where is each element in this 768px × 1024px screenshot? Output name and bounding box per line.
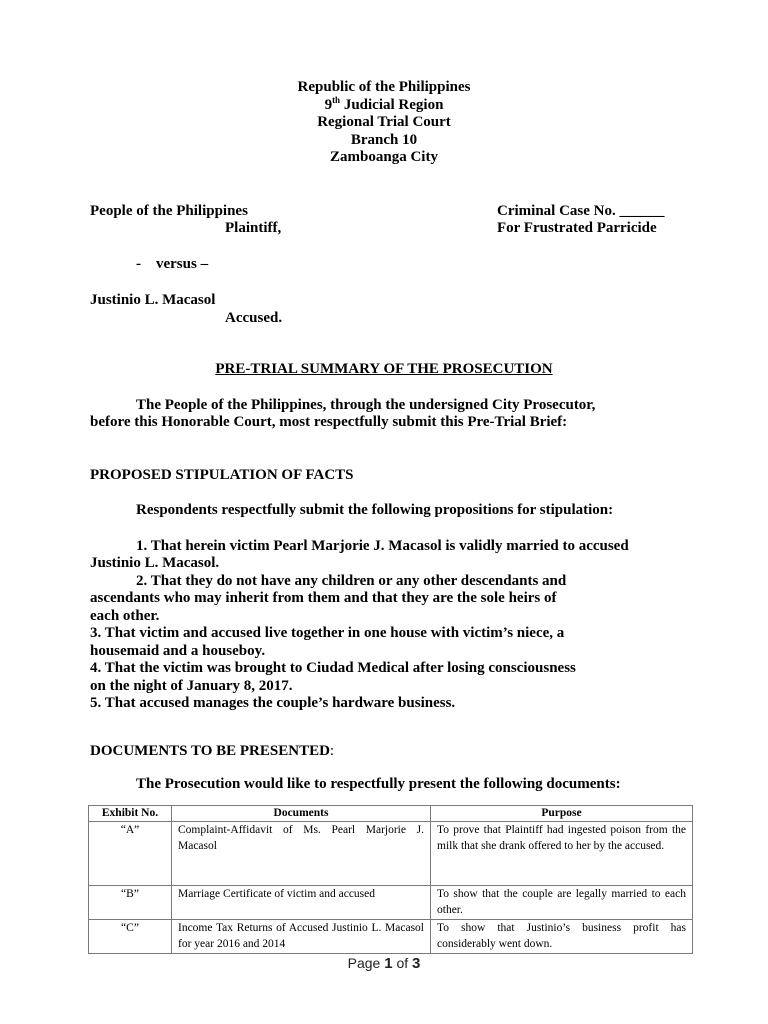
stipulation-line: on the night of January 8, 2017.	[90, 678, 293, 694]
stipulation-line: each other.	[90, 608, 160, 624]
stipulation-line: ascendants who may inherit from them and that they are the sole heirs of	[90, 590, 557, 606]
column-header-documents: Documents	[172, 806, 431, 822]
region-number: 9	[324, 96, 333, 113]
page-current: 1	[384, 955, 393, 972]
purpose-cell: To prove that Plaintiff had ingested poison from the milk that she drank offered to her by the accused.	[431, 822, 693, 886]
accused-role: Accused.	[225, 310, 283, 326]
stipulation-line: 5. That accused manages the couple’s hardware business.	[90, 695, 456, 711]
exhibit-cell: “B”	[89, 886, 172, 920]
plaintiff-role: Plaintiff,	[225, 220, 282, 236]
header-court: Regional Trial Court	[317, 114, 451, 131]
stipulation-line: housemaid and a houseboy.	[90, 643, 266, 659]
documents-heading-text: DOCUMENTS TO BE PRESENTED	[90, 743, 330, 759]
table-row	[89, 920, 693, 954]
table-header-row	[89, 806, 693, 822]
header-city: Zamboanga City	[330, 149, 438, 166]
region-label: Judicial Region	[340, 96, 444, 113]
purpose-cell: To show that Justinio’s business profit has considerably went down.	[431, 920, 693, 954]
table-row	[89, 886, 693, 920]
stipulation-line: 3. That victim and accused live together in one house with victim’s niece, a	[90, 625, 565, 641]
offense: For Frustrated Parricide	[497, 220, 657, 236]
region-suffix: th	[332, 94, 341, 105]
document-cell: Income Tax Returns of Accused Justinio L. Macasol for year 2016 and 2014	[172, 920, 431, 954]
column-header-purpose: Purpose	[431, 806, 693, 822]
table-row	[89, 822, 693, 886]
stipulation-lead: Respondents respectfully submit the following propositions for stipulation:	[136, 502, 614, 518]
stipulation-heading: PROPOSED STIPULATION OF FACTS	[90, 467, 354, 483]
of-word: of	[396, 955, 409, 971]
document-cell: Complaint-Affidavit of Ms. Pearl Marjorie J. Macasol	[172, 822, 431, 886]
documents-lead: The Prosecution would like to respectfully present the following documents:	[136, 776, 621, 792]
header-republic: Republic of the Philippines	[297, 79, 471, 95]
accused-name: Justinio L. Macasol	[90, 292, 216, 308]
documents-heading	[90, 743, 334, 760]
column-header-exhibit: Exhibit No.	[89, 806, 172, 822]
court-header	[0, 79, 768, 167]
intro-line-1: The People of the Philippines, through the undersigned City Prosecutor,	[136, 397, 596, 413]
stipulation-line: 4. That the victim was brought to Ciudad Medical after losing consciousness	[90, 660, 576, 676]
intro-line-2: before this Honorable Court, most respectfully submit this Pre-Trial Brief:	[90, 414, 568, 430]
document-cell: Marriage Certificate of victim and accused	[172, 886, 431, 920]
header-judicial-region	[0, 94, 768, 115]
page-total: 3	[412, 955, 421, 972]
stipulation-line: 2. That they do not have any children or any other descendants and	[136, 573, 567, 589]
page-word: Page	[347, 955, 381, 971]
exhibit-cell: “A”	[89, 822, 172, 886]
versus: - versus –	[136, 256, 209, 272]
stipulation-line: Justinio L. Macasol.	[90, 555, 220, 571]
header-branch: Branch 10	[350, 131, 418, 148]
case-number: Criminal Case No. ______	[497, 203, 665, 219]
page-footer	[0, 955, 768, 972]
stipulation-line: 1. That herein victim Pearl Marjorie J. Macasol is validly married to accused	[136, 538, 629, 554]
purpose-cell: To show that the couple are legally married to each other.	[431, 886, 693, 920]
document-title: PRE-TRIAL SUMMARY OF THE PROSECUTION	[215, 361, 553, 377]
plaintiff-name: People of the Philippines	[90, 203, 248, 219]
exhibit-cell: “C”	[89, 920, 172, 954]
exhibits-table	[88, 805, 693, 954]
documents-heading-colon: :	[329, 743, 335, 759]
